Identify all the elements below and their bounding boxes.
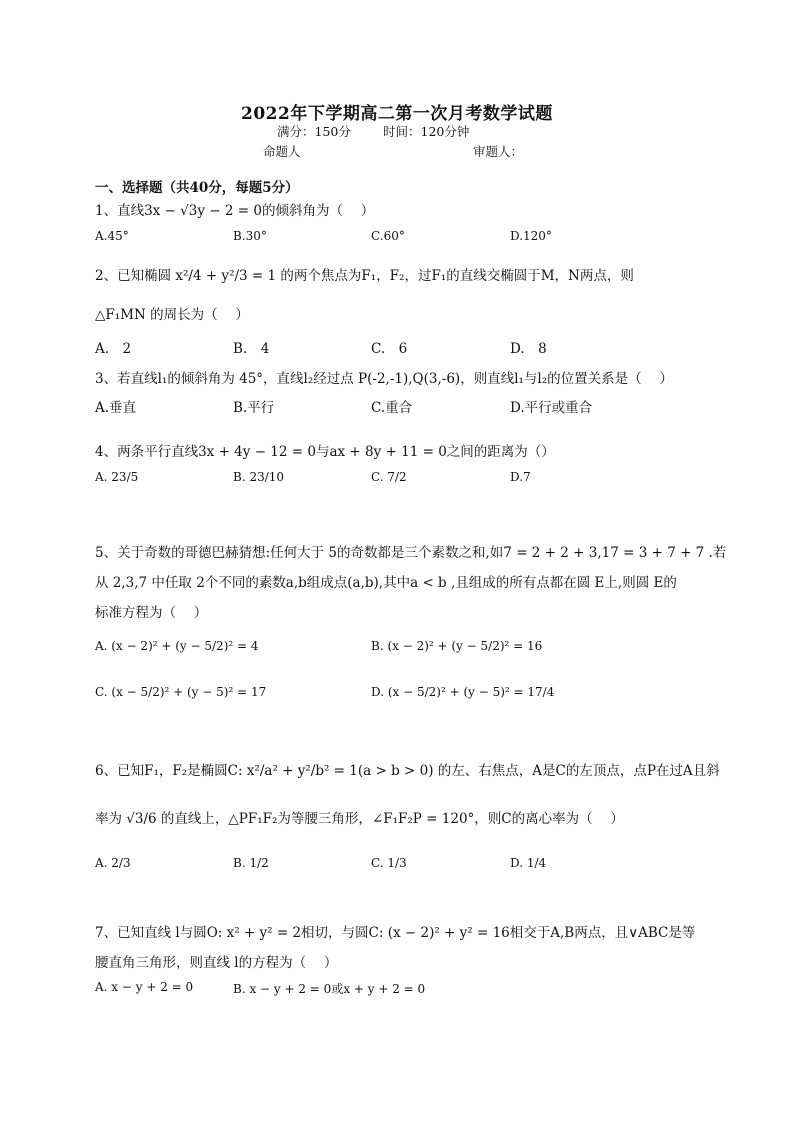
q1-option-d: D.120° <box>510 229 552 243</box>
q6-option-c: C. 1/3 <box>371 856 407 870</box>
q2-option-b: B. 4 <box>233 341 270 357</box>
q4-option-a: A. 23/5 <box>95 470 139 484</box>
q3-option-a: A.垂直 <box>95 400 137 416</box>
question-5-line-3: 标准方程为（ ） <box>95 605 208 621</box>
section-heading: 一、选择题（共40分，每题5分） <box>95 180 299 196</box>
question-4: 4、两条平行直线3x + 4y − 12 = 0与ax + 8y + 11 = 0之间的距离为（） <box>95 444 555 460</box>
q1-option-a: A.45° <box>95 229 129 243</box>
q5-option-d: D. (x − 5/2)² + (y − 5)² = 17/4 <box>371 685 555 699</box>
q5-option-c: C. (x − 5/2)² + (y − 5)² = 17 <box>95 685 267 699</box>
question-1: 1、直线3x − √3y − 2 = 0的倾斜角为（ ） <box>95 203 375 219</box>
question-2-line-1: 2、已知椭圆 x²/4 + y²/3 = 1 的两个焦点为F₁，F₂，过F₁的直线交椭圆于M，N两点，则 <box>95 268 634 284</box>
score-info: 满分：150分 <box>277 124 351 139</box>
q6-option-b: B. 1/2 <box>233 856 269 870</box>
q5-option-a: A. (x − 2)² + (y − 5/2)² = 4 <box>95 639 259 653</box>
q2-option-c: C. 6 <box>371 341 408 357</box>
question-3: 3、若直线l₁的倾斜角为 45°，直线l₂经过点 P(-2,-1),Q(3,-6)，则直线l₁与l₂的位置关系是（ ） <box>95 371 673 387</box>
q2-option-d: D. 8 <box>510 341 547 357</box>
q5-option-b: B. (x − 2)² + (y − 5/2)² = 16 <box>371 639 543 653</box>
q1-option-c: C.60° <box>371 229 405 243</box>
q7-option-b: B. x − y + 2 = 0或x + y + 2 = 0 <box>233 982 426 996</box>
q3-option-d: D.平行或重合 <box>510 400 593 416</box>
question-7-line-1: 7、已知直线 l与圆O: x² + y² = 2相切，与圆C: (x − 2)² + y² = 16相交于A,B两点，且∨ABC是等 <box>95 925 696 941</box>
question-5-line-1: 5、关于奇数的哥德巴赫猜想:任何大于 5的奇数都是三个素数之和,如7 = 2 + 2 + 3,17 = 3 + 7 + 7 .若 <box>95 545 727 561</box>
question-7-line-2: 腰直角三角形，则直线 l的方程为（ ） <box>95 955 338 971</box>
q6-option-d: D. 1/4 <box>510 856 547 870</box>
reviewer-label: 审题人： <box>473 144 524 159</box>
question-6-line-1: 6、已知F₁，F₂是椭圆C: x²/a² + y²/b² = 1(a > b > 0) 的左、右焦点，A是C的左顶点，点P在过A且斜 <box>95 763 720 779</box>
question-6-line-2: 率为 √3/6 的直线上，△PF₁F₂为等腰三角形，∠F₁F₂P = 120°，则C的离心率为（ ） <box>95 811 624 827</box>
q4-option-d: D.7 <box>510 470 531 484</box>
q4-option-c: C. 7/2 <box>371 470 407 484</box>
time-info: 时间：120分钟 <box>383 124 470 139</box>
author-label: 命题人 <box>263 144 301 159</box>
q4-option-b: B. 23/10 <box>233 470 285 484</box>
q3-option-b: B.平行 <box>233 400 275 416</box>
question-2-line-2: △F₁MN 的周长为（ ） <box>95 307 249 323</box>
question-5-line-2: 从 2,3,7 中任取 2个不同的素数a,b组成点(a,b),其中a < b ,且组成的所有点都在圆 E上,则圆 E的 <box>95 575 677 591</box>
q2-option-a: A. 2 <box>95 341 132 357</box>
q1-option-b: B.30° <box>233 229 267 243</box>
page-title: 2022年下学期高二第一次月考数学试题 <box>241 104 553 124</box>
q7-option-a: A. x − y + 2 = 0 <box>95 980 194 994</box>
q3-option-c: C.重合 <box>371 400 413 416</box>
q6-option-a: A. 2/3 <box>95 856 131 870</box>
